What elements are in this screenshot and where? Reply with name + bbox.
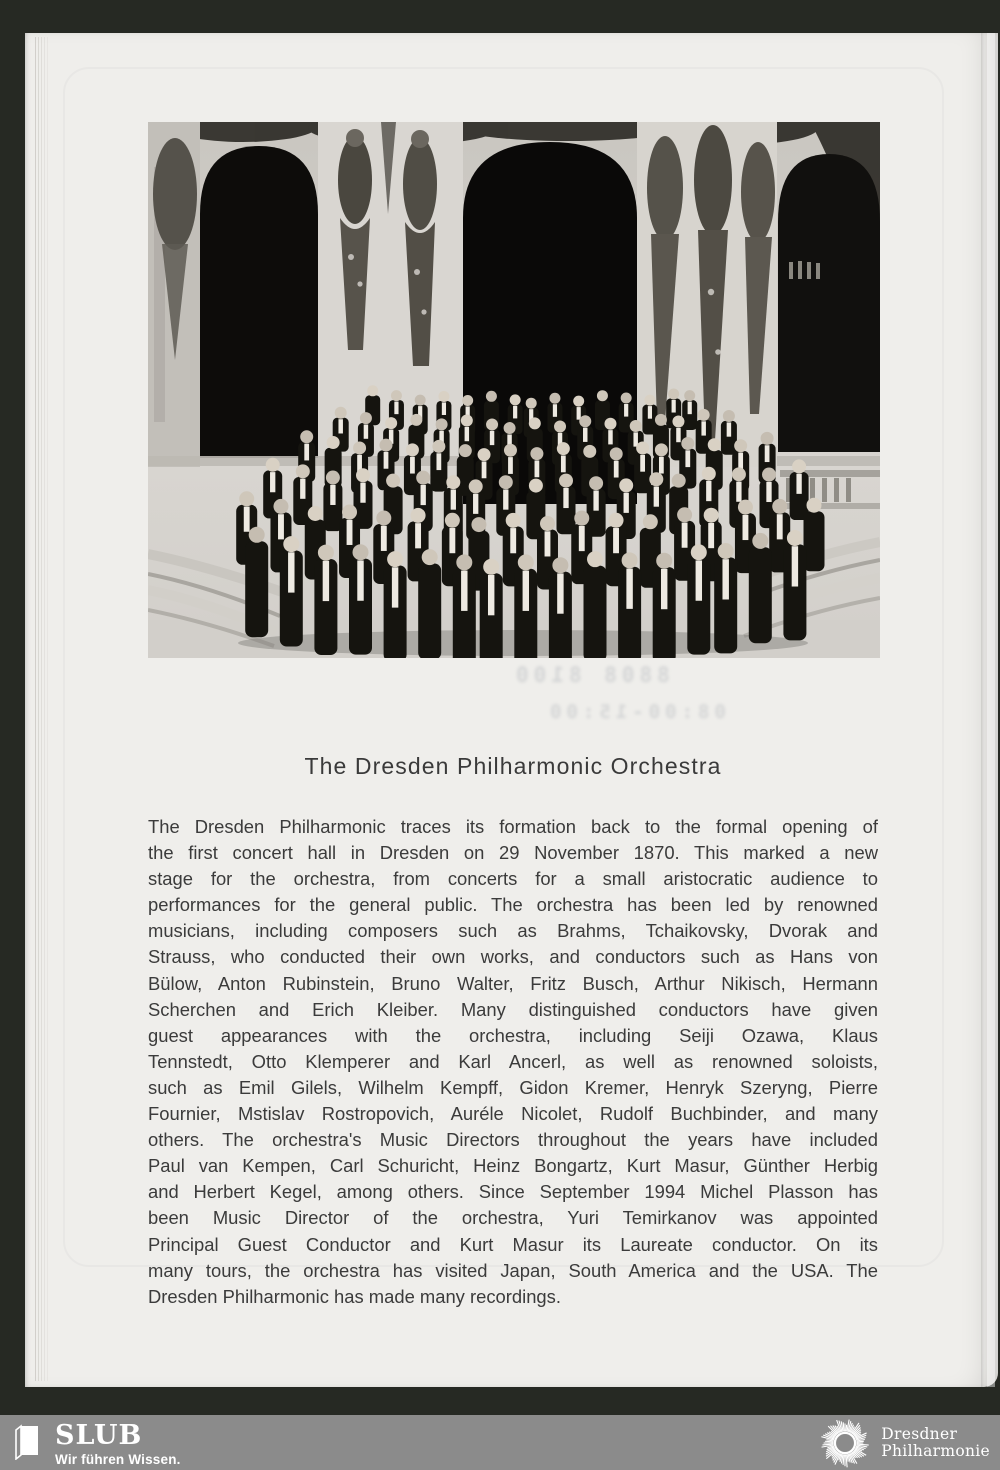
paragraph-line: the first concert hall in Dresden on 29 November 1870. This marked a new (148, 842, 878, 864)
page-stack-edge (47, 37, 48, 1381)
dp-name-line1: Dresdner (881, 1425, 958, 1443)
archway-right (778, 154, 880, 452)
paragraph-line: Tennstedt, Otto Klemperer and Karl Ancerl, as well as renowned soloists, (148, 1050, 878, 1072)
slub-logo (12, 1422, 181, 1467)
scanned-page (25, 33, 998, 1387)
paragraph-line: Dresden Philharmonic has made many recordings. (148, 1285, 561, 1307)
paragraph-line: been Music Director of the orchestra, Yuri Temirkanov was appointed (148, 1207, 878, 1229)
body-paragraph (148, 814, 878, 1310)
paragraph-line: musicians, including composers such as Brahms, Tchaikovsky, Dvorak and (148, 920, 878, 942)
slub-tagline: Wir führen Wissen. (55, 1452, 181, 1467)
page-stack-edge (35, 37, 36, 1381)
orchestra-photo-graphic (148, 122, 880, 658)
paragraph-line: Principal Guest Conductor and Kurt Masur its Laureate conductor. On its (148, 1233, 878, 1255)
left-pillar (148, 122, 200, 467)
page-stack-edge (38, 37, 39, 1381)
paragraph-line: performances for the general public. The orchestra has been led by renowned (148, 894, 878, 916)
page-fold-crease (981, 33, 984, 1387)
page-title: The Dresden Philharmonic Orchestra (304, 753, 722, 779)
viewer-footer-bar (0, 1415, 1000, 1470)
paragraph-line: Bülow, Anton Rubinstein, Bruno Walter, Fritz Busch, Arthur Nikisch, Hermann (148, 972, 878, 994)
dresdner-philharmonie-logo (819, 1417, 990, 1469)
slub-wordmark: SLUB (55, 1420, 143, 1451)
page-stack-edge (44, 37, 45, 1381)
book-icon (12, 1422, 42, 1460)
paragraph-line: Fournier, Mstislav Rostropovich, Auréle Nicolet, Rudolf Buchbinder, and many (148, 1103, 878, 1125)
bleedthrough-text: 08:00-15:00 (545, 701, 726, 723)
dp-name-line2: Philharmonie (881, 1442, 990, 1460)
paragraph-line: others. The orchestra's Music Directors throughout the years have included (148, 1129, 878, 1151)
bleedthrough-text: 8808 8100 (511, 663, 670, 687)
paragraph-line: stage for the orchestra, from concerts for a small aristocratic audience to (148, 868, 878, 890)
dresdner-philharmonie-wordmark (881, 1426, 990, 1460)
paragraph-line: many tours, the orchestra has visited Japan, South America and the USA. The (148, 1259, 878, 1281)
page-stack-edge (41, 37, 42, 1381)
paragraph-line: Scherchen and Erich Kleiber. Many distinguished conductors have given (148, 998, 878, 1020)
orchestra-photo (148, 122, 880, 658)
paragraph-line: The Dresden Philharmonic traces its formation back to the formal opening of (148, 816, 878, 837)
sunburst-icon (819, 1417, 871, 1469)
paragraph-line: guest appearances with the orchestra, including Seiji Ozawa, Klaus (148, 1024, 878, 1046)
paragraph-line: such as Emil Gilels, Wilhelm Kempff, Gidon Kremer, Henryk Szeryng, Pierre (148, 1076, 878, 1098)
archway-left (200, 146, 318, 458)
page-edge-highlight (987, 33, 995, 1387)
paragraph-line: and Herbert Kegel, among others. Since September 1994 Michel Plasson has (148, 1181, 878, 1203)
paragraph-line: Paul van Kempen, Carl Schuricht, Heinz Bongartz, Kurt Masur, Günther Herbig (148, 1155, 878, 1177)
paragraph-line: Strauss, who conducted their own works, and conductors such as Hans von (148, 946, 878, 968)
